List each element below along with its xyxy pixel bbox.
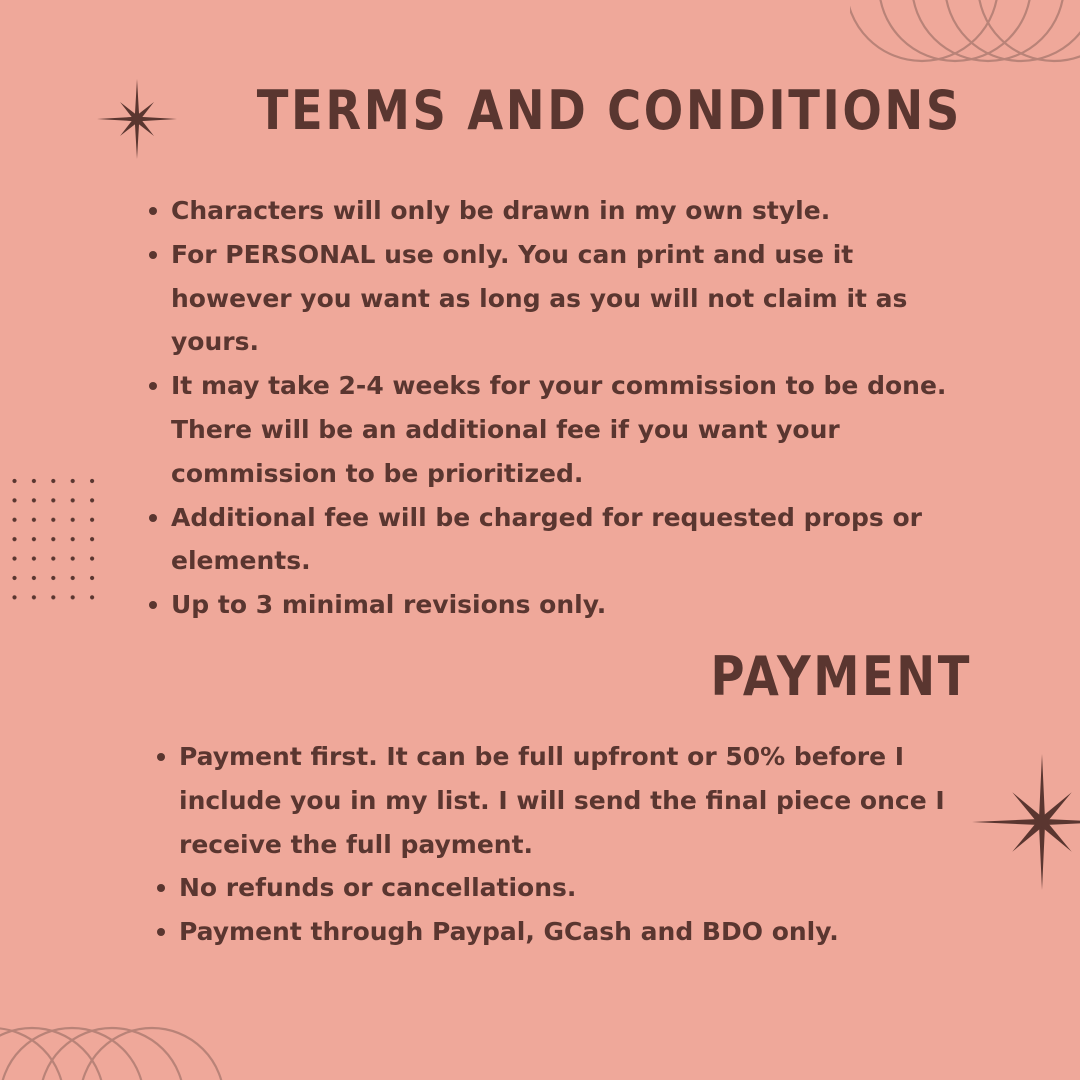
ring-loops-decoration-bottom: [0, 1025, 240, 1080]
terms-list: [146, 189, 976, 627]
payment-title: PAYMENT: [710, 645, 972, 708]
list-item: No refunds or cancellations.: [154, 866, 976, 910]
list-item: Characters will only be drawn in my own style.: [146, 189, 976, 233]
dot-grid-pattern: [6, 474, 106, 608]
sparkle-star-icon: [972, 752, 1080, 892]
list-item: Additional fee will be charged for requested props or elements.: [146, 496, 976, 584]
list-item: For PERSONAL use only. You can print and use it however you want as long as you will not claim it as yours.: [146, 233, 976, 364]
terms-title: TERMS AND CONDITIONS: [256, 79, 962, 142]
list-item: It may take 2-4 weeks for your commission to be done. There will be an additional fee if you want your commission to be prioritized.: [146, 364, 976, 495]
ring-loops-decoration-top: [850, 0, 1080, 70]
list-item: Payment through Paypal, GCash and BDO only.: [154, 910, 976, 954]
list-item: Payment first. It can be full upfront or 50% before I include you in my list. I will send the final piece once I receive the full payment.: [154, 735, 976, 866]
payment-list: [154, 735, 976, 954]
list-item: Up to 3 minimal revisions only.: [146, 583, 976, 627]
sparkle-star-icon: [96, 78, 178, 160]
